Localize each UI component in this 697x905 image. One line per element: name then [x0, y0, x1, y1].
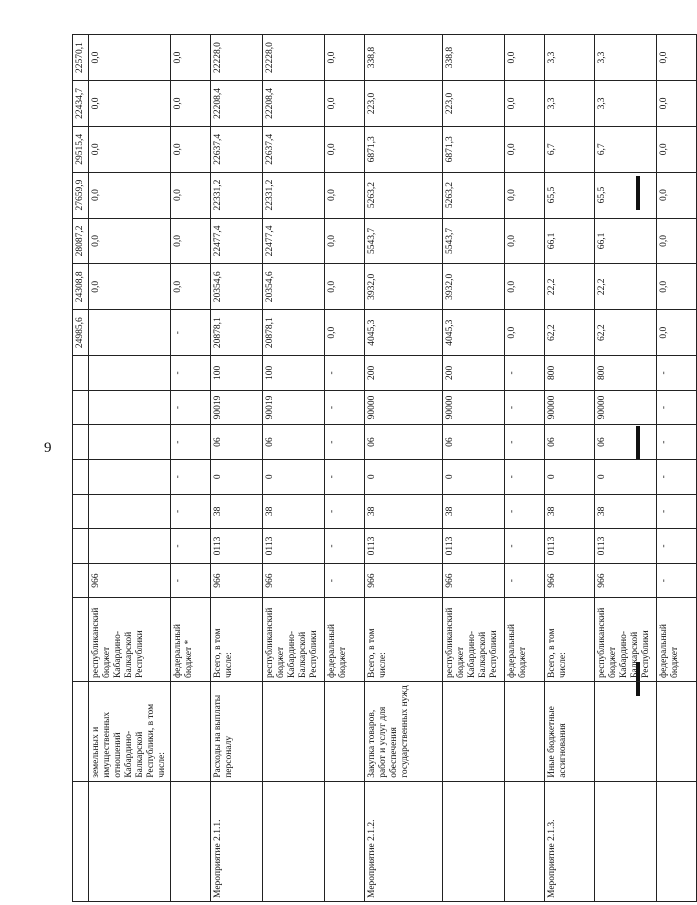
amount-cell: 0,0	[171, 35, 211, 81]
measure-name-cell	[595, 781, 657, 901]
funding-source-cell: республиканский бюджет Кабардино-Балкарской Республики	[443, 598, 505, 682]
table-row	[365, 35, 443, 902]
amount-cell: 3932,0	[443, 264, 505, 310]
funding-source-cell: федеральный бюджет *	[171, 598, 211, 682]
budget-code-cell: 90000	[365, 390, 443, 425]
budget-code-cell	[89, 356, 171, 391]
budget-code-cell: 38	[545, 494, 595, 529]
budget-code-cell: -	[657, 390, 697, 425]
budget-code-cell: 90000	[545, 390, 595, 425]
amount-cell: 0,0	[657, 264, 697, 310]
budget-code-cell: -	[505, 390, 545, 425]
total-value: 29515,4	[73, 126, 89, 172]
budget-code-cell: 0113	[365, 529, 443, 564]
amount-cell: 223,0	[365, 81, 443, 127]
budget-code-cell: 38	[211, 494, 263, 529]
budget-code-cell: 06	[545, 425, 595, 460]
budget-code-cell: -	[505, 563, 545, 598]
page-number: 9	[44, 440, 52, 456]
amount-cell: 0,0	[505, 172, 545, 218]
funding-source-cell: Всего, в том числе:	[365, 598, 443, 682]
budget-code-cell: 90019	[263, 390, 325, 425]
budget-table	[72, 34, 697, 902]
amount-cell: 22228,0	[211, 35, 263, 81]
budget-code-cell: -	[171, 459, 211, 494]
measure-description-cell	[263, 681, 325, 781]
measure-description-cell	[443, 681, 505, 781]
budget-code-cell: -	[171, 563, 211, 598]
amount-cell: 0,0	[505, 81, 545, 127]
amount-cell: 22,2	[595, 264, 657, 310]
budget-code-cell: -	[325, 494, 365, 529]
amount-cell: 0,0	[89, 218, 171, 264]
amount-cell: 0,0	[325, 264, 365, 310]
amount-cell: 0,0	[657, 126, 697, 172]
amount-cell: 0,0	[505, 35, 545, 81]
budget-code-cell: -	[171, 529, 211, 564]
amount-cell: 20354,6	[211, 264, 263, 310]
amount-cell: 223,0	[443, 81, 505, 127]
amount-cell: 0,0	[171, 172, 211, 218]
budget-code-cell	[89, 529, 171, 564]
budget-code-cell: 0113	[443, 529, 505, 564]
measure-description-cell	[505, 681, 545, 781]
table-row	[325, 35, 365, 902]
budget-code-cell: 0	[545, 459, 595, 494]
amount-cell: 4045,3	[443, 310, 505, 356]
amount-cell: 0,0	[657, 81, 697, 127]
budget-code-cell: -	[657, 425, 697, 460]
total-value: 22434,7	[73, 81, 89, 127]
budget-code-cell: 966	[443, 563, 505, 598]
amount-cell: 0,0	[325, 126, 365, 172]
table-row	[263, 35, 325, 902]
table-row	[443, 35, 505, 902]
total-value: 24985,6	[73, 310, 89, 356]
budget-code-cell: 38	[595, 494, 657, 529]
amount-cell: 22208,4	[263, 81, 325, 127]
budget-code-cell	[89, 494, 171, 529]
measure-description-cell	[657, 681, 697, 781]
amount-cell: 0,0	[325, 218, 365, 264]
amount-cell: 0,0	[657, 310, 697, 356]
amount-cell: 0,0	[89, 81, 171, 127]
amount-cell: 5543,7	[443, 218, 505, 264]
amount-cell: 22,2	[545, 264, 595, 310]
measure-name-cell: Мероприятие 2.1.1.	[211, 781, 263, 901]
funding-source-cell: Всего, в том числе:	[545, 598, 595, 682]
budget-code-cell: 100	[263, 356, 325, 391]
amount-cell: 3,3	[545, 81, 595, 127]
budget-code-cell: -	[505, 529, 545, 564]
budget-code-cell: 0	[443, 459, 505, 494]
budget-code-cell: 966	[89, 563, 171, 598]
budget-code-cell: 0113	[545, 529, 595, 564]
amount-cell: 62,2	[595, 310, 657, 356]
amount-cell: 22331,2	[263, 172, 325, 218]
amount-cell: 66,1	[595, 218, 657, 264]
amount-cell: 0,0	[505, 126, 545, 172]
amount-cell: 0,0	[171, 81, 211, 127]
amount-cell: 0,0	[171, 264, 211, 310]
amount-cell: 5263,2	[443, 172, 505, 218]
budget-code-cell: 0	[595, 459, 657, 494]
amount-cell: 3,3	[595, 81, 657, 127]
amount-cell: 3,3	[545, 35, 595, 81]
measure-name-cell	[657, 781, 697, 901]
budget-code-cell: 800	[595, 356, 657, 391]
amount-cell: 22637,4	[263, 126, 325, 172]
budget-code-cell: -	[505, 356, 545, 391]
budget-code-cell: 38	[263, 494, 325, 529]
budget-code-cell: -	[505, 494, 545, 529]
total-value: 28087,2	[73, 218, 89, 264]
budget-code-cell	[89, 459, 171, 494]
budget-code-cell: 0113	[263, 529, 325, 564]
budget-code-cell: 0	[211, 459, 263, 494]
amount-cell: 62,2	[545, 310, 595, 356]
budget-code-cell: -	[325, 390, 365, 425]
budget-code-cell: 06	[365, 425, 443, 460]
table-row	[505, 35, 545, 902]
budget-code-cell: 38	[365, 494, 443, 529]
amount-cell: 0,0	[171, 126, 211, 172]
amount-cell: 3932,0	[365, 264, 443, 310]
budget-code-cell: -	[657, 459, 697, 494]
table-row	[211, 35, 263, 902]
budget-code-cell: 90019	[211, 390, 263, 425]
budget-code-cell: 0	[263, 459, 325, 494]
funding-source-cell: республиканский бюджет Кабардино-Балкарской Республики	[263, 598, 325, 682]
amount-cell: 22637,4	[211, 126, 263, 172]
amount-cell: 22477,4	[263, 218, 325, 264]
amount-cell: 5543,7	[365, 218, 443, 264]
budget-code-cell: 800	[545, 356, 595, 391]
amount-cell: 0,0	[505, 310, 545, 356]
budget-code-cell: -	[325, 459, 365, 494]
measure-name-cell	[443, 781, 505, 901]
budget-code-cell: -	[325, 356, 365, 391]
measure-description-cell: Иные бюджетные ассигнования	[545, 681, 595, 781]
budget-code-cell: 0	[365, 459, 443, 494]
measure-description-cell	[171, 681, 211, 781]
budget-code-cell: -	[657, 529, 697, 564]
table-row	[595, 35, 657, 902]
total-value: 27659,9	[73, 172, 89, 218]
budget-code-cell: 100	[211, 356, 263, 391]
amount-cell: 0,0	[325, 81, 365, 127]
total-value: 24308,8	[73, 264, 89, 310]
budget-code-cell: 06	[211, 425, 263, 460]
measure-name-cell	[263, 781, 325, 901]
amount-cell: 6,7	[545, 126, 595, 172]
budget-code-cell: -	[325, 529, 365, 564]
budget-code-cell: -	[505, 425, 545, 460]
funding-source-cell: Всего, в том числе:	[211, 598, 263, 682]
amount-cell: 338,8	[365, 35, 443, 81]
amount-cell: 4045,3	[365, 310, 443, 356]
amount-cell: 20878,1	[263, 310, 325, 356]
header-total-row	[73, 35, 89, 902]
amount-cell: 20354,6	[263, 264, 325, 310]
measure-name-cell	[505, 781, 545, 901]
budget-code-cell: -	[171, 425, 211, 460]
budget-code-cell	[89, 425, 171, 460]
amount-cell: 338,8	[443, 35, 505, 81]
amount-cell	[89, 310, 171, 356]
amount-cell: 0,0	[171, 218, 211, 264]
amount-cell: 0,0	[325, 310, 365, 356]
amount-cell: 22331,2	[211, 172, 263, 218]
table-row	[171, 35, 211, 902]
amount-cell: 6,7	[595, 126, 657, 172]
budget-code-cell: 90000	[443, 390, 505, 425]
funding-source-cell: федеральный бюджет	[325, 598, 365, 682]
budget-code-cell: 966	[211, 563, 263, 598]
budget-code-cell: -	[325, 563, 365, 598]
budget-code-cell: 38	[443, 494, 505, 529]
budget-code-cell: -	[657, 356, 697, 391]
funding-source-cell: республиканский бюджет Кабардино-Балкарской Республики	[595, 598, 657, 682]
budget-code-cell: 200	[365, 356, 443, 391]
budget-code-cell: 200	[443, 356, 505, 391]
budget-code-cell: 966	[595, 563, 657, 598]
amount-cell: 6871,3	[365, 126, 443, 172]
rotated-table-container	[72, 2, 680, 902]
funding-source-cell: республиканский бюджет Кабардино-Балкарской Республики	[89, 598, 171, 682]
amount-cell: 5263,2	[365, 172, 443, 218]
amount-cell: 0,0	[657, 218, 697, 264]
measure-name-cell: Мероприятие 2.1.2.	[365, 781, 443, 901]
budget-code-cell: 06	[443, 425, 505, 460]
amount-cell: 22208,4	[211, 81, 263, 127]
budget-code-cell: -	[657, 563, 697, 598]
budget-code-cell: 966	[365, 563, 443, 598]
budget-code-cell: -	[171, 356, 211, 391]
table-row	[657, 35, 697, 902]
amount-cell: 0,0	[89, 264, 171, 310]
measure-description-cell: Расходы на выплаты персоналу	[211, 681, 263, 781]
amount-cell: 66,1	[545, 218, 595, 264]
measure-name-cell	[171, 781, 211, 901]
budget-code-cell: 06	[263, 425, 325, 460]
budget-code-cell: 966	[263, 563, 325, 598]
measure-description-cell: Закупка товаров, работ и услуг для обеспечения государственных нужд	[365, 681, 443, 781]
amount-cell: 0,0	[325, 35, 365, 81]
measure-description-cell: земельных и имущественных отношений Кабардино-Балкарской Республики, в том числе:	[89, 681, 171, 781]
measure-description-cell	[325, 681, 365, 781]
total-value: 22570,1	[73, 35, 89, 81]
budget-code-cell: 966	[545, 563, 595, 598]
amount-cell: 20878,1	[211, 310, 263, 356]
amount-cell: 65,5	[595, 172, 657, 218]
budget-code-cell: 90000	[595, 390, 657, 425]
table-row	[89, 35, 171, 902]
amount-cell: 0,0	[89, 126, 171, 172]
measure-description-cell	[595, 681, 657, 781]
budget-code-cell	[89, 390, 171, 425]
amount-cell: 0,0	[505, 218, 545, 264]
amount-cell: 3,3	[595, 35, 657, 81]
budget-code-cell: 06	[595, 425, 657, 460]
amount-cell: 22228,0	[263, 35, 325, 81]
amount-cell: 0,0	[657, 172, 697, 218]
measure-name-cell: Мероприятие 2.1.3.	[545, 781, 595, 901]
amount-cell: 6871,3	[443, 126, 505, 172]
amount-cell: 0,0	[89, 35, 171, 81]
amount-cell: 0,0	[325, 172, 365, 218]
budget-code-cell: -	[657, 494, 697, 529]
budget-code-cell: -	[325, 425, 365, 460]
budget-code-cell: -	[171, 494, 211, 529]
amount-cell: 0,0	[505, 264, 545, 310]
measure-name-cell	[89, 781, 171, 901]
amount-cell: 65,5	[545, 172, 595, 218]
measure-name-cell	[325, 781, 365, 901]
amount-cell: 22477,4	[211, 218, 263, 264]
table-row	[545, 35, 595, 902]
budget-code-cell: -	[505, 459, 545, 494]
amount-cell: 0,0	[89, 172, 171, 218]
funding-source-cell: федеральный бюджет	[505, 598, 545, 682]
funding-source-cell: федеральный бюджет	[657, 598, 697, 682]
budget-code-cell: -	[171, 390, 211, 425]
amount-cell: 0,0	[657, 35, 697, 81]
budget-code-cell: 0113	[595, 529, 657, 564]
amount-cell: -	[171, 310, 211, 356]
budget-code-cell: 0113	[211, 529, 263, 564]
